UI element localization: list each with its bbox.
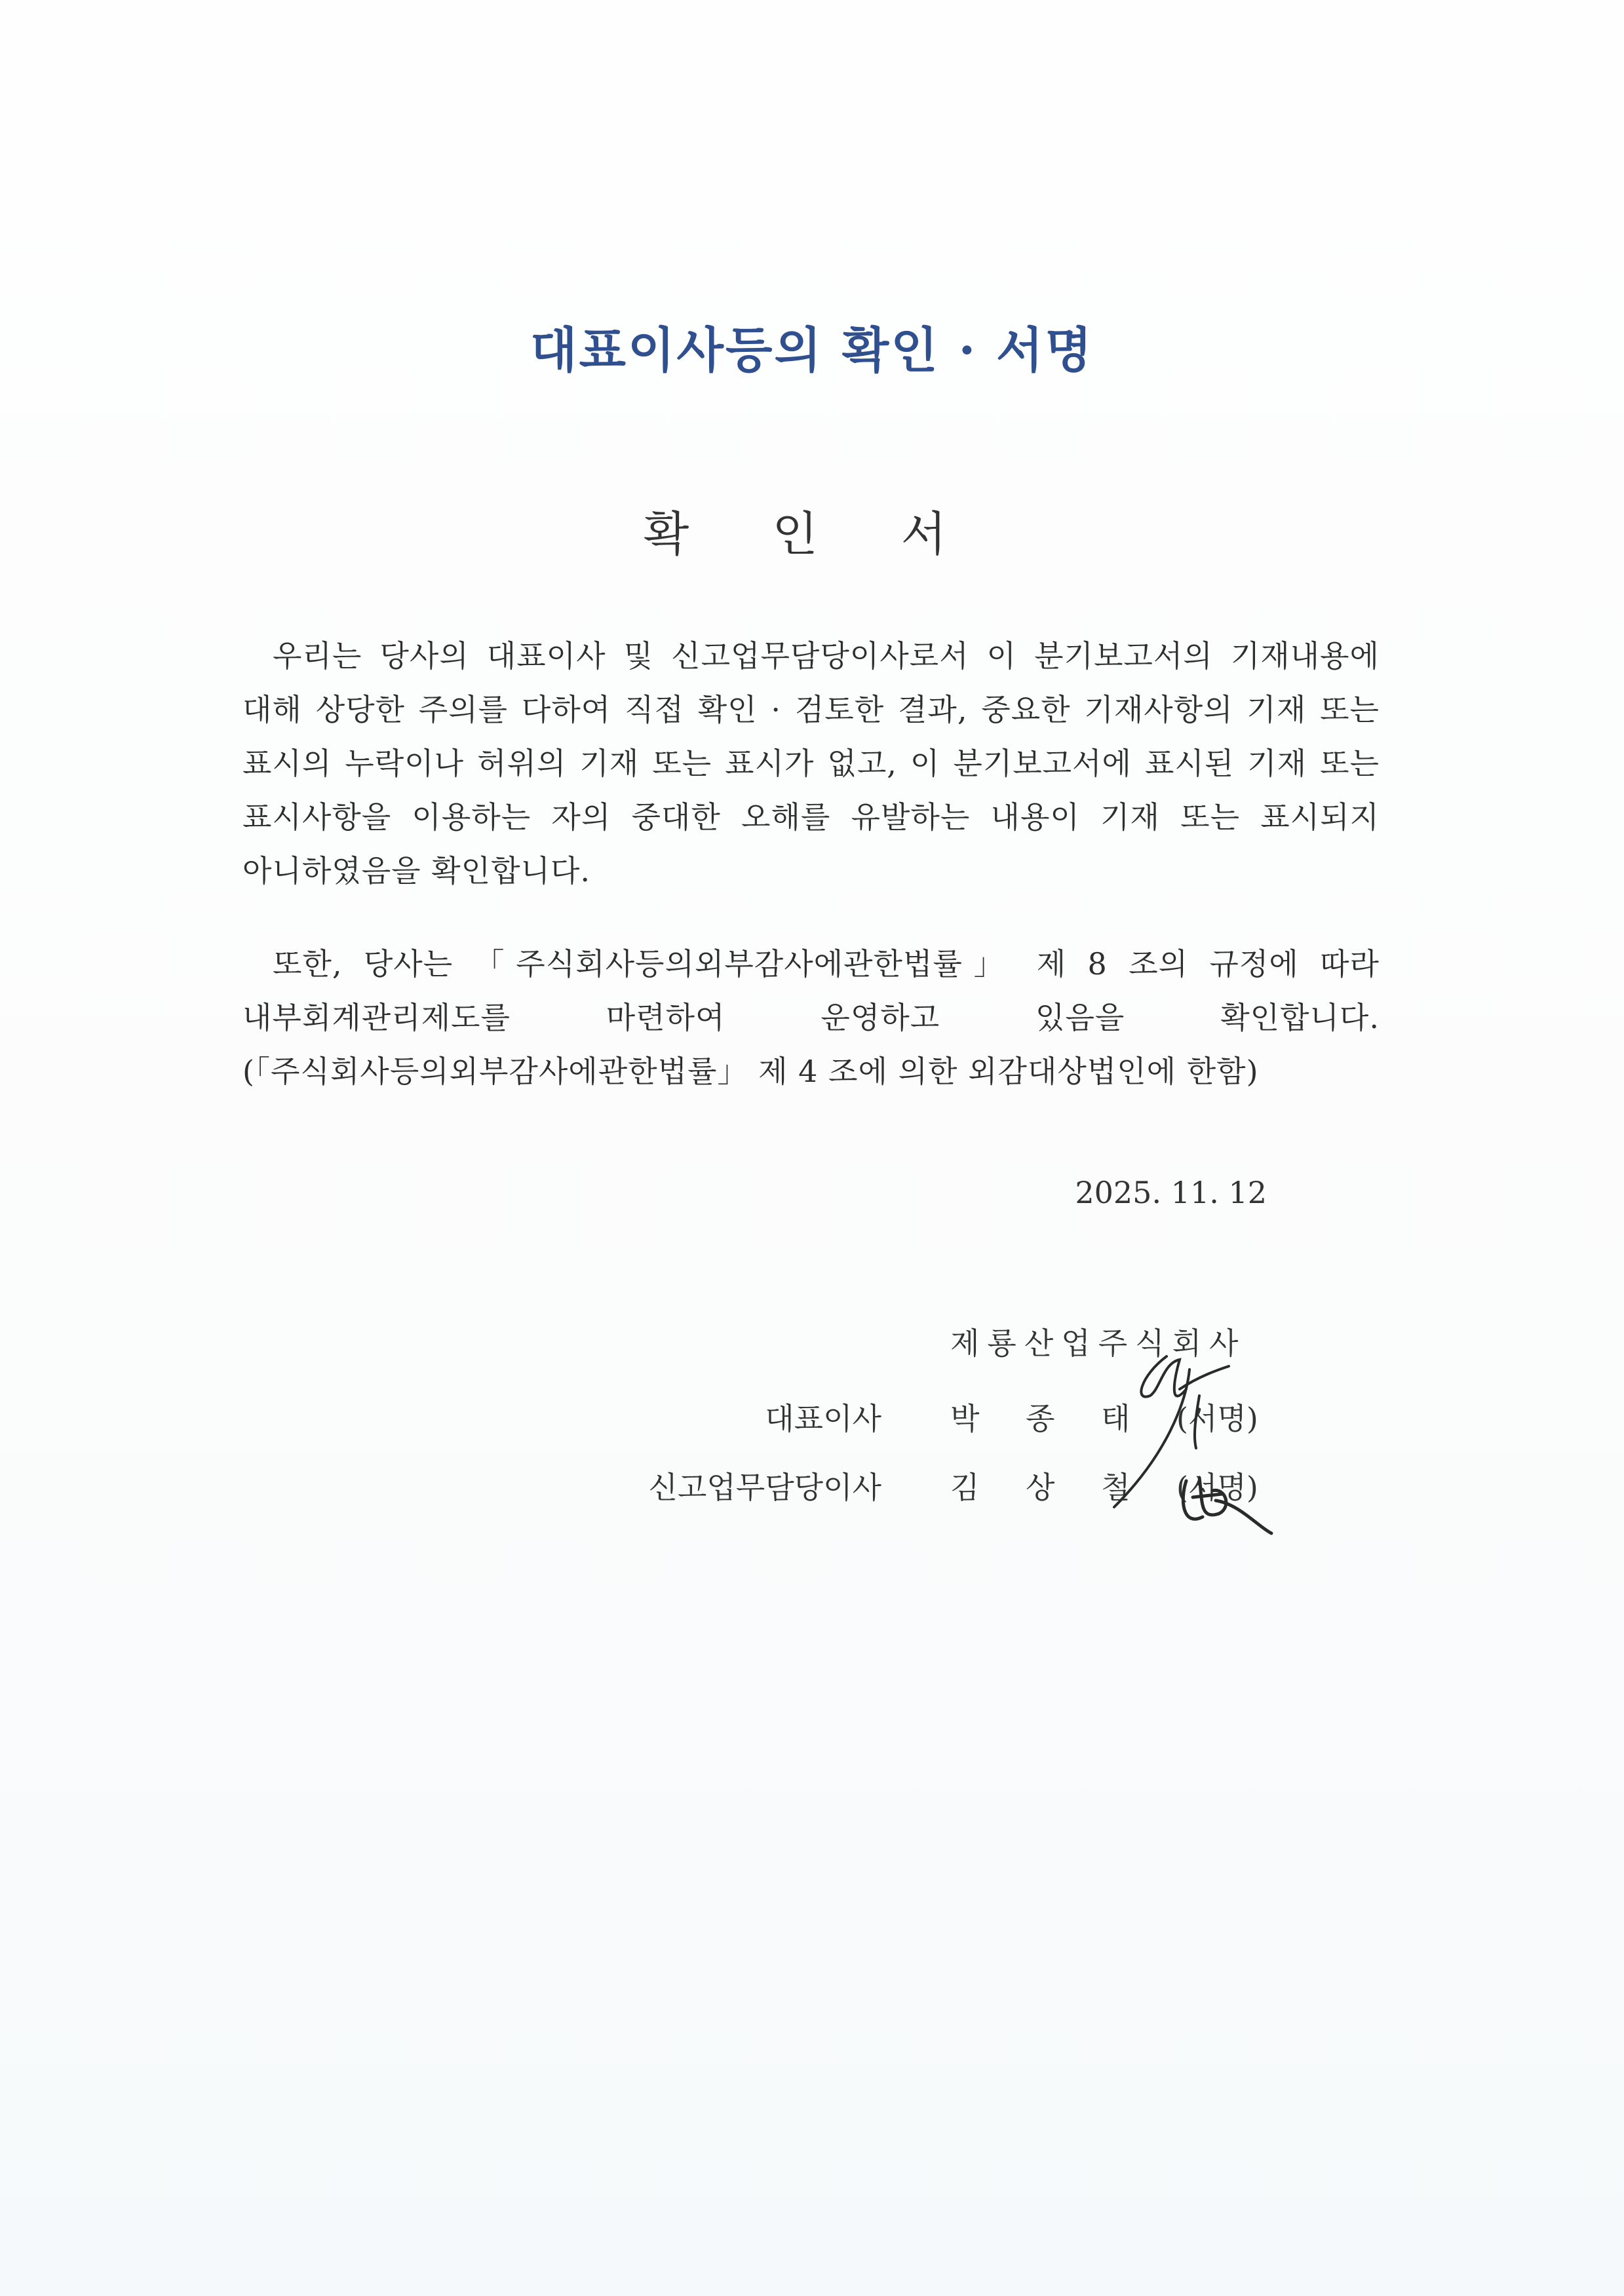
- document-subtitle: 확 인 서: [643, 507, 981, 562]
- signatory-name-ceo: 박 종 태: [950, 1401, 1149, 1436]
- company-name: 제룡산업주식회사: [950, 1326, 1247, 1361]
- document-date: 2025. 11. 12: [1075, 1175, 1267, 1210]
- signatory-role-ceo: 대표이사: [765, 1401, 881, 1436]
- document-title: 대표이사등의 확인 · 서명: [530, 322, 1094, 379]
- paragraph-internal-control: 또한, 당사는 「주식회사등의외부감사에관한법률」 제 8 조의 규정에 따라 내부회계관리제도를 마련하여 운영하고 있음을 확인합니다.(「주식회사등의외부감사에관한법률」 제 4 조에 의한 외감대상법인에 한함): [242, 946, 1380, 1089]
- signature-ceo-stroke: [1114, 1356, 1189, 1507]
- handwritten-signatures: [1088, 1350, 1298, 1546]
- paragraph-confirmation: 우리는 당사의 대표이사 및 신고업무담당이사로서 이 분기보고서의 기재내용에 대해 상당한 주의를 다하여 직접 확인 · 검토한 결과, 중요한 기재사항의 기재 또는 표시의 누락이나 허위의 기재 또는 표시가 없고, 이 분기보고서에 표시된 기재 또는 표시사항을 이용하는 자의 중대한 오해를 유발하는 내용이 기재 또는 표시되지 아니하였음을 확인합니다.: [242, 638, 1380, 889]
- signature-label-ceo: (서명): [1176, 1401, 1258, 1436]
- signature-label-reporting-officer: (서명): [1176, 1470, 1258, 1505]
- signature-officer-stroke: [1183, 1478, 1271, 1533]
- signatory-role-reporting-officer: 신고업무담당이사: [648, 1470, 881, 1505]
- signatory-name-reporting-officer: 김 상 철: [950, 1470, 1149, 1505]
